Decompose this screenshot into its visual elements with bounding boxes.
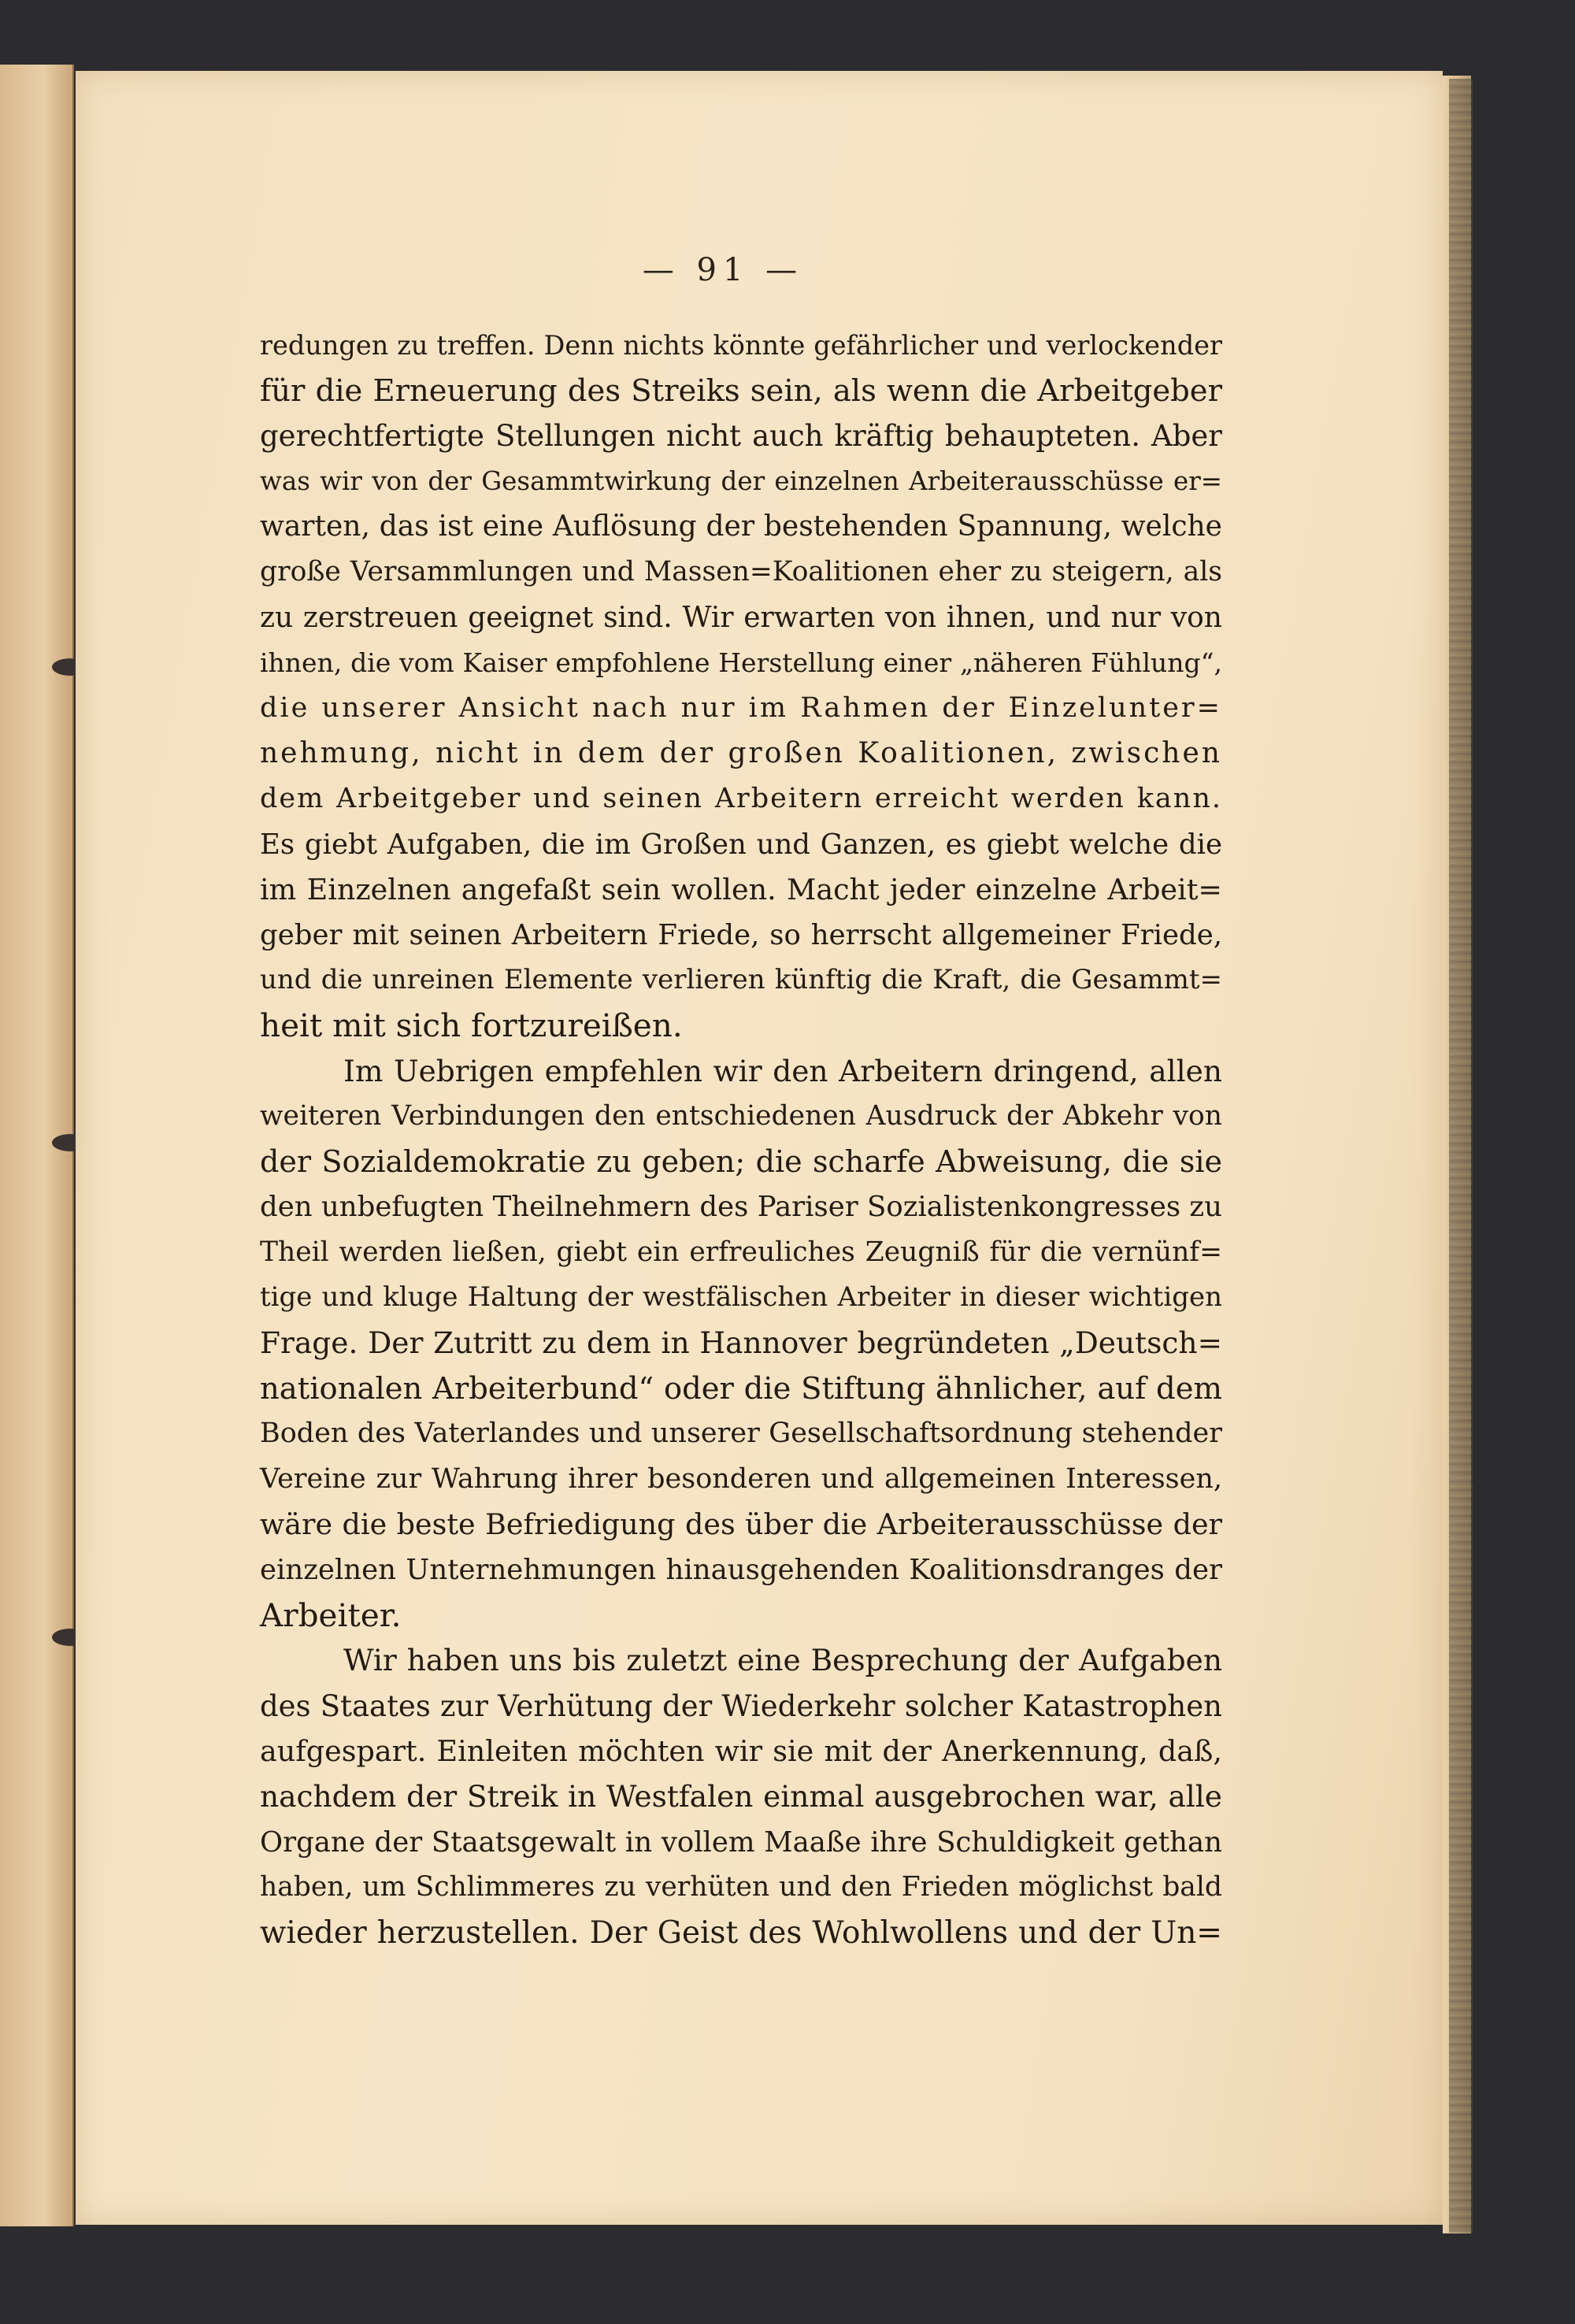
text-line: weiteren Verbindungen den entschiedenen Ausdruck der Abkehr von: [260, 1100, 1222, 1132]
text-line: große Versammlungen und Massen=Koalitionen eher zu steigern, als: [260, 555, 1222, 587]
text-line: tige und kluge Haltung der westfälischen Arbeiter in dieser wichtigen: [260, 1281, 1222, 1314]
text-line: Boden des Vaterlandes und unserer Gesellschaftsordnung stehender: [260, 1418, 1222, 1450]
text-line: Vereine zur Wahrung ihrer besonderen und allgemeinen Interessen,: [260, 1462, 1222, 1495]
page-number: — 91 —: [642, 252, 804, 288]
text-line: nachdem der Streik in Westfalen einmal ausgebrochen war, alle: [260, 1779, 1222, 1814]
text-line: Es giebt Aufgaben, die im Großen und Ganzen, es giebt welche die: [260, 828, 1222, 861]
text-line: Theil werden ließen, giebt ein erfreuliches Zeugniß für die vernünf=: [260, 1236, 1222, 1268]
paragraph-3: [260, 1638, 1222, 1955]
text-line: warten, das ist eine Auflösung der bestehenden Spannung, welche: [260, 510, 1222, 543]
text-line: der Sozialdemokratie zu geben; die scharfe Abweisung, die sie: [260, 1143, 1222, 1179]
text-line: redungen zu treffen. Denn nichts könnte gefährlicher und verlockender: [260, 330, 1222, 361]
text-line: Organe der Staatsgewalt in vollem Maaße ihre Schuldigkeit gethan: [260, 1825, 1222, 1859]
text-line: zu zerstreuen geeignet sind. Wir erwarten von ihnen, und nur von: [260, 601, 1222, 634]
text-line: aufgespart. Einleiten möchten wir sie mit der Anerkennung, daß,: [260, 1734, 1222, 1769]
paragraph-2: [260, 1049, 1222, 1639]
text-line: was wir von der Gesammtwirkung der einzelnen Arbeiterausschüsse er=: [260, 465, 1222, 496]
text-line: nehmung, nicht in dem der großen Koalitionen, zwischen: [260, 737, 1222, 770]
text-line: und die unreinen Elemente verlieren künftig die Kraft, die Gesammt=: [260, 964, 1222, 996]
text-line: Im Uebrigen empfehlen wir den Arbeitern dringend, allen: [343, 1053, 1222, 1088]
text-line: die unserer Ansicht nach nur im Rahmen der Einzelunter=: [260, 691, 1222, 724]
text-line: dem Arbeitgeber und seinen Arbeitern erreicht werden kann.: [260, 782, 1222, 814]
text-line: im Einzelnen angefaßt sein wollen. Macht jeder einzelne Arbeit=: [260, 873, 1222, 907]
text-line: des Staates zur Verhütung der Wiederkehr solcher Katastrophen: [260, 1688, 1222, 1723]
text-line: nationalen Arbeiterbund“ oder die Stiftung ähnlicher, auf dem: [260, 1370, 1222, 1407]
text-line: einzelnen Unternehmungen hinausgehenden Koalitionsdranges der: [260, 1554, 1222, 1587]
text-line: wäre die beste Befriedigung des über die Arbeiterausschüsse der: [260, 1507, 1222, 1542]
text-line: für die Erneuerung des Streiks sein, als wenn die Arbeitgeber: [260, 373, 1222, 409]
text-line: gerechtfertigte Stellungen nicht auch kräftig behaupteten. Aber: [260, 419, 1222, 454]
text-line: ihnen, die vom Kaiser empfohlene Herstellung einer „näheren Fühlung“,: [260, 647, 1222, 679]
text-line: Wir haben uns bis zuletzt eine Besprechung der Aufgaben: [343, 1643, 1222, 1678]
book-cover-edge: [1449, 79, 1473, 2233]
text-line: haben, um Schlimmeres zu verhüten und den Frieden möglichst bald: [260, 1871, 1222, 1903]
text-line: heit mit sich fortzureißen.: [260, 1006, 683, 1044]
text-line: wieder herzustellen. Der Geist des Wohlwollens und der Un=: [260, 1914, 1222, 1951]
body-text: [260, 323, 1222, 1955]
paragraph-1: [260, 323, 1222, 1049]
text-line: geber mit seinen Arbeitern Friede, so herrscht allgemeiner Friede,: [260, 918, 1222, 951]
text-line: Arbeiter.: [260, 1596, 402, 1634]
text-line: Frage. Der Zutritt zu dem in Hannover begründeten „Deutsch=: [260, 1325, 1222, 1361]
text-line: den unbefugten Theilnehmern des Pariser Sozialistenkongresses zu: [260, 1191, 1222, 1224]
